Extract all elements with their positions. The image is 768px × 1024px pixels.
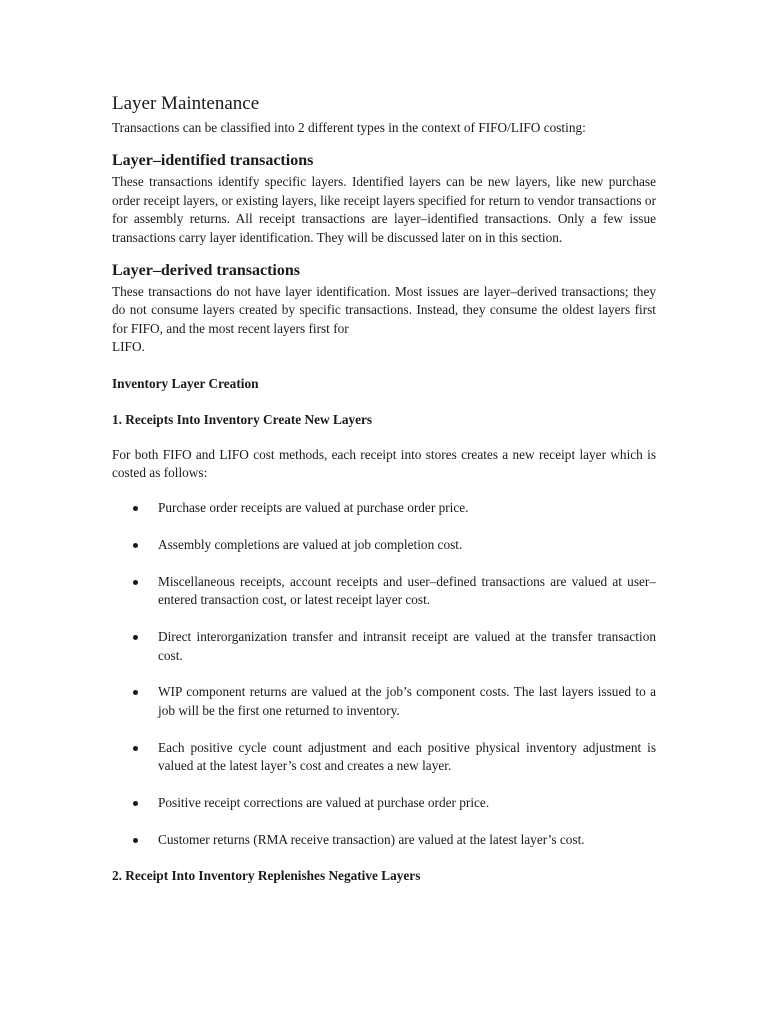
list-item-text: Miscellaneous receipts, account receipts and user–defined transactions are valued at user–entered transaction cost, or latest receipt layer cost. bbox=[158, 574, 656, 608]
list-item-text: Purchase order receipts are valued at purchase order price. bbox=[158, 500, 469, 516]
list-item-text: Direct interorganization transfer and intransit receipt are valued at the transfer transaction cost. bbox=[158, 629, 656, 663]
section-body-layer-identified: These transactions identify specific layers. Identified layers can be new layers, like new purchase order receipt layers, or existing layers, like receipt layers specified for return to vendor transactions or for assembly returns. All receipt transactions are layer–identified transactions. Only a few issue transactions carry layer identification. They will be discussed later on in this section. bbox=[112, 174, 656, 245]
bullet-icon bbox=[133, 543, 138, 548]
list-item bbox=[112, 499, 656, 517]
receipts-heading: 1. Receipts Into Inventory Create New Layers bbox=[112, 411, 373, 427]
list-item bbox=[112, 573, 656, 610]
list-item bbox=[112, 536, 656, 554]
list-item-text: Customer returns (RMA receive transaction) are valued at the latest layer’s cost. bbox=[158, 831, 585, 847]
bullet-icon bbox=[133, 635, 138, 640]
bullet-icon bbox=[133, 838, 138, 843]
page-title: Layer Maintenance bbox=[112, 93, 260, 114]
bullet-icon bbox=[133, 801, 138, 806]
bullet-icon bbox=[133, 580, 138, 585]
receipt-costing-list bbox=[112, 499, 656, 849]
list-item-text: Positive receipt corrections are valued at purchase order price. bbox=[158, 794, 490, 810]
list-item bbox=[112, 794, 656, 812]
list-item-text: WIP component returns are valued at the job’s component costs. The last layers issued to a job will be the first one returned to inventory. bbox=[158, 684, 656, 718]
list-item bbox=[112, 739, 656, 776]
intro-paragraph: Transactions can be classified into 2 different types in the context of FIFO/LIFO costing: bbox=[112, 120, 586, 135]
receipts-intro-paragraph: For both FIFO and LIFO cost methods, each receipt into stores creates a new receipt layer which is costed as follows: bbox=[112, 446, 656, 481]
bullet-icon bbox=[133, 746, 138, 751]
section-heading-layer-identified: Layer–identified transactions bbox=[112, 152, 314, 170]
section-body-layer-derived-line2: LIFO. bbox=[112, 339, 145, 355]
list-item bbox=[112, 628, 656, 665]
bullet-icon bbox=[133, 506, 138, 511]
negative-layers-heading: 2. Receipt Into Inventory Replenishes Negative Layers bbox=[112, 868, 421, 884]
list-item bbox=[112, 831, 656, 849]
section-body-layer-derived-line1: These transactions do not have layer identification. Most issues are layer–derived transactions; they do not consume layers created by specific transactions. Instead, they consume the oldest layers first for FIFO, and the most recent layers first for bbox=[112, 284, 656, 336]
list-item-text: Assembly completions are valued at job completion cost. bbox=[158, 537, 463, 553]
list-item bbox=[112, 683, 656, 720]
section-heading-layer-derived: Layer–derived transactions bbox=[112, 262, 300, 280]
inventory-layer-creation-heading: Inventory Layer Creation bbox=[112, 375, 259, 391]
section-body-layer-derived bbox=[112, 283, 656, 357]
list-item-text: Each positive cycle count adjustment and each positive physical inventory adjustment is valued at the latest layer’s cost and creates a new layer. bbox=[158, 739, 656, 774]
bullet-icon bbox=[133, 690, 138, 695]
